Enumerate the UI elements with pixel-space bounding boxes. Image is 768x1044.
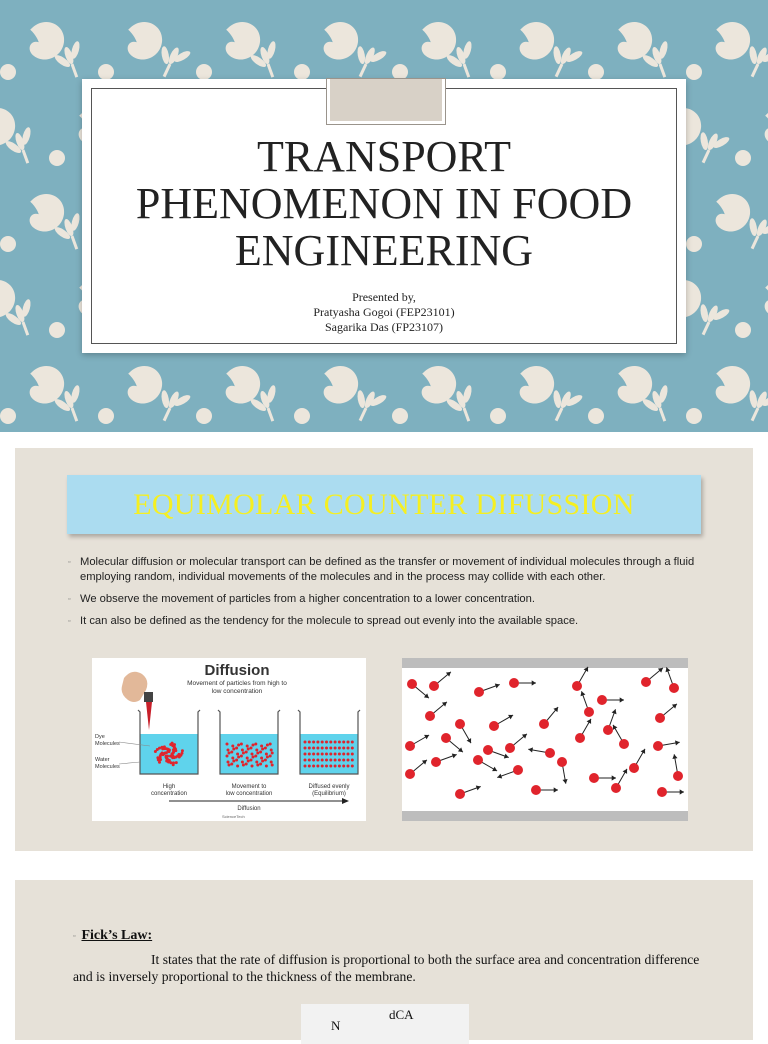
- title-tab: [327, 79, 445, 124]
- slide-title: EQUIMOLAR COUNTER DIFUSSION: [133, 487, 635, 521]
- diagram-subtitle: low concentration: [211, 688, 263, 695]
- bullet-marker-icon: ▫: [68, 559, 71, 566]
- beaker-caption: concentration: [150, 791, 188, 797]
- dye-label: Molecules: [95, 741, 120, 747]
- beaker-caption: (Equilibrium): [312, 791, 346, 797]
- diffusion-slide: [15, 448, 753, 851]
- diffusion-diagram: [92, 658, 366, 821]
- bullet-item: [68, 555, 708, 585]
- title-line: PHENOMENON IN FOOD: [135, 179, 633, 228]
- beaker-caption: low concentration: [225, 791, 273, 797]
- diffusion-illustration: [92, 658, 366, 821]
- beaker-caption: High: [162, 784, 176, 790]
- arrow-label: Diffusion: [237, 806, 261, 812]
- bullet-marker-icon: ▫: [68, 596, 71, 603]
- beaker-caption: Movement to: [231, 784, 267, 790]
- title-card: [82, 79, 686, 353]
- water-label: Water: [95, 757, 110, 763]
- presented-by-label: Presented by,: [352, 290, 416, 304]
- title-line: ENGINEERING: [234, 226, 534, 275]
- beaker-caption: Diffused evenly: [308, 784, 350, 790]
- ficks-law-heading: [73, 928, 152, 944]
- title-line: TRANSPORT: [256, 132, 512, 181]
- ficks-law-description: It states that the rate of diffusion is proportional to both the surface area and concentration difference and is inversely proportional to the thickness of the membrane.: [73, 952, 700, 984]
- ficks-law-formula: [301, 1004, 469, 1044]
- slide-banner: [67, 475, 701, 534]
- formula-lhs: N: [331, 1018, 341, 1033]
- bullet-marker-icon: ▫: [68, 618, 71, 625]
- ficks-law-slide: [15, 880, 753, 1040]
- water-label: Molecules: [95, 764, 120, 770]
- bullet-text: We observe the movement of particles from a higher concentration to a lower concentration.: [80, 593, 535, 605]
- credit-text: ScienceTech: [222, 814, 245, 819]
- presenters-block: [82, 290, 686, 335]
- diagram-subtitle: Movement of particles from high to: [187, 680, 287, 687]
- bullet-marker-icon: ▫: [73, 931, 76, 940]
- top-wall: [402, 658, 688, 668]
- beaker: [298, 710, 360, 774]
- dropper-hand-icon: [122, 672, 153, 730]
- presenter-name: Sagarika Das (FP23107): [325, 320, 443, 334]
- beaker: [218, 710, 280, 774]
- molecules-illustration: [402, 658, 688, 821]
- bullet-item: [68, 614, 708, 629]
- formula-numerator: dCA: [389, 1007, 414, 1022]
- beaker: [138, 710, 200, 774]
- bullet-text: It can also be defined as the tendency for the molecule to spread out evenly into the available space.: [80, 615, 579, 627]
- beakers-group: [138, 710, 360, 774]
- bottom-wall: [402, 811, 688, 821]
- dye-label: Dye: [95, 734, 105, 740]
- title-slide: [0, 0, 768, 432]
- bullet-item: [68, 592, 708, 607]
- molecule-diagram: [402, 658, 688, 821]
- arrow-head-icon: [342, 798, 349, 804]
- ficks-law-label: Fick’s Law:: [81, 928, 153, 943]
- bullet-text: Molecular diffusion or molecular transport can be defined as the transfer or movement of individual molecules through a fluid employing random, individual movements of the molecules and in the process may collide with each other.: [80, 556, 695, 583]
- presentation-title: [82, 133, 686, 274]
- presenter-name: Pratyasha Gogoi (FEP23101): [313, 305, 455, 319]
- bullet-list: [68, 555, 708, 636]
- diagram-title: Diffusion: [204, 662, 270, 679]
